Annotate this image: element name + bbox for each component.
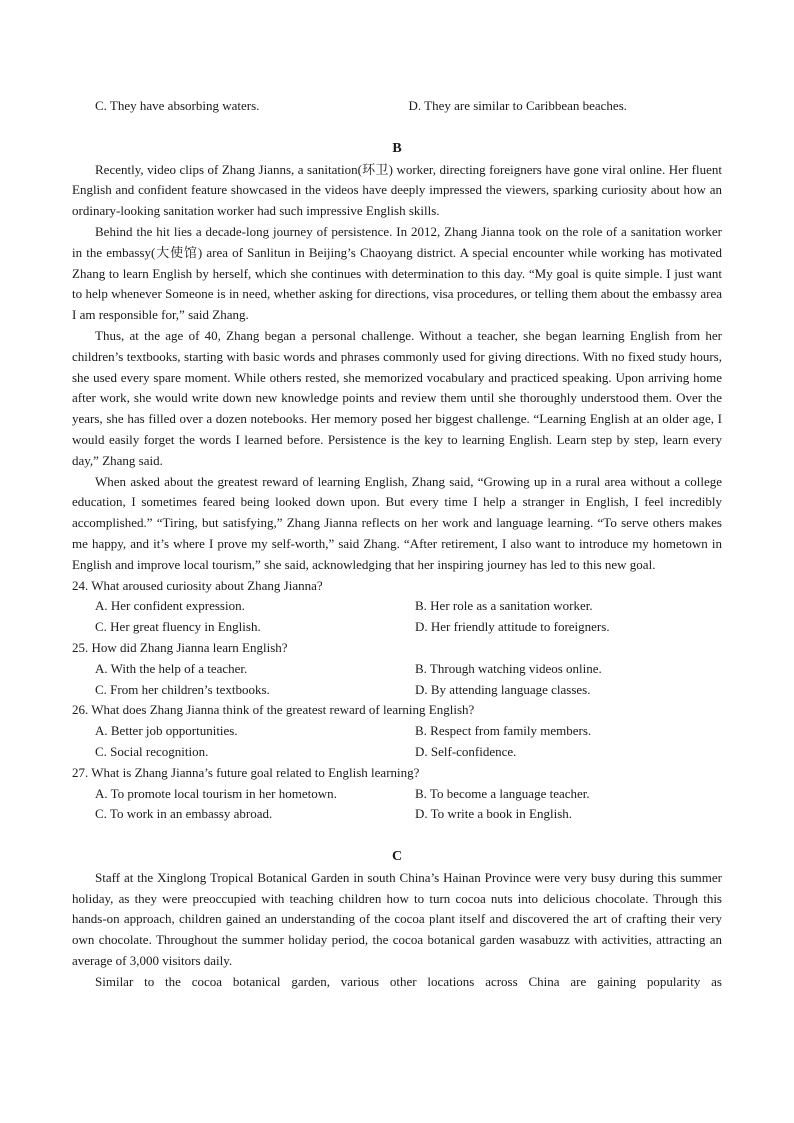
option-c[interactable]: C. From her children’s textbooks. <box>95 681 270 697</box>
question-24 <box>72 576 722 638</box>
question-stem: 25. How did Zhang Jianna learn English? <box>72 639 288 655</box>
section-b-passage <box>72 160 722 576</box>
option-d[interactable]: D. Her friendly attitude to foreigners. <box>415 619 610 635</box>
passage-paragraph: Staff at the Xinglong Tropical Botanical Garden in south China’s Hainan Province were very busy during this summer holiday, as they were preoccupied with teaching children how to turn cocoa nuts into delicious chocolate. Through this hands-on approach, children gained an understanding of the cocoa plant itself and discovered the art of crafting their very own chocolate. Throughout the summer holiday period, the cocoa botanical garden wasabuzz with activities, attracting an average of 3,000 visitors daily. <box>72 869 722 969</box>
passage-paragraph: Thus, at the age of 40, Zhang began a personal challenge. Without a teacher, she began learning English from her children’s textbooks, starting with basic words and phrases commonly used for giving directions. With no fixed study hours, she used every spare moment. While others rested, she memorized vocabulary and practiced speaking. Upon arriving home after work, she would write down new knowledge points and review them until she thoroughly understood them. Over the years, she has filled over a dozen notebooks. Her memory posed her biggest challenge. “Learning English at an older age, I would easily forget the words I learned before. Persistence is the key to learning English. Learn step by step, learn every day,” Zhang said. <box>72 327 722 468</box>
question-25 <box>72 638 722 700</box>
option-a[interactable]: A. Her confident expression. <box>95 598 245 614</box>
section-b-title: B <box>392 140 402 156</box>
option-d[interactable]: D. Self-confidence. <box>415 743 517 759</box>
question-27 <box>72 763 722 825</box>
passage-paragraph: Recently, video clips of Zhang Jianns, a sanitation(环卫) worker, directing foreigners have gone viral online. Her fluent English and confident feature showcased in the videos have deeply impressed the viewers, sparking curiosity about how an ordinary-looking sanitation worker had such impressive English skills. <box>72 161 722 219</box>
exam-page <box>72 96 722 993</box>
question-options <box>72 721 722 763</box>
option-c[interactable]: C. To work in an embassy abroad. <box>95 806 273 822</box>
question-stem: 24. What aroused curiosity about Zhang Jianna? <box>72 577 323 593</box>
passage-paragraph: When asked about the greatest reward of learning English, Zhang said, “Growing up in a rural area without a college education, I sometimes feared being looked down upon. But every time I help a stranger in English, I feel incredibly accomplished.” “Tiring, but satisfying,” Zhang Jianna reflects on her work and language learning. “To serve others makes me happy, and it’s where I prove my self-worth,” said Zhang. “After retirement, I also want to introduce my hometown in English and improve local tourism,” she said, acknowledging that her inspiring journey has led to this new goal. <box>72 473 722 572</box>
option-c[interactable]: C. Her great fluency in English. <box>95 619 261 635</box>
option-b[interactable]: B. Her role as a sanitation worker. <box>415 598 593 614</box>
option-c[interactable]: C. They have absorbing waters. <box>95 98 260 113</box>
question-options <box>72 596 722 638</box>
option-b[interactable]: B. Respect from family members. <box>415 723 592 739</box>
question-stem: 26. What does Zhang Jianna think of the greatest reward of learning English? <box>72 702 475 718</box>
prev-question-options <box>72 96 722 117</box>
option-c[interactable]: C. Social recognition. <box>95 743 209 759</box>
option-a[interactable]: A. Better job opportunities. <box>95 723 238 739</box>
question-options <box>72 659 722 701</box>
section-c-passage <box>72 868 722 993</box>
option-b[interactable]: B. To become a language teacher. <box>415 785 590 801</box>
option-b[interactable]: B. Through watching videos online. <box>415 660 602 676</box>
option-a[interactable]: A. To promote local tourism in her hometown. <box>95 785 337 801</box>
passage-paragraph: Behind the hit lies a decade-long journey of persistence. In 2012, Zhang Jianna took on the role of a sanitation worker in the embassy(大使馆) area of Sanlitun in Beijing’s Chaoyang district. A special encounter while working has motivated Zhang to learn English by herself, which she continues with determination to this day. “My goal is quite simple. I just want to help whenever Someone is in need, whether asking for directions, visa procedures, or telling them about the embassy area I am responsible for,” said Zhang. <box>72 223 722 323</box>
option-a[interactable]: A. With the help of a teacher. <box>95 660 248 676</box>
option-d[interactable]: D. By attending language classes. <box>415 681 591 697</box>
question-26 <box>72 700 722 762</box>
question-stem: 27. What is Zhang Jianna’s future goal related to English learning? <box>72 764 420 780</box>
section-c-title: C <box>391 849 403 865</box>
question-options <box>72 784 722 826</box>
passage-paragraph: Similar to the cocoa botanical garden, various other locations across China are gaining popularity as <box>95 973 722 989</box>
option-d[interactable]: D. To write a book in English. <box>415 806 573 822</box>
option-d[interactable]: D. They are similar to Caribbean beaches. <box>408 98 628 113</box>
